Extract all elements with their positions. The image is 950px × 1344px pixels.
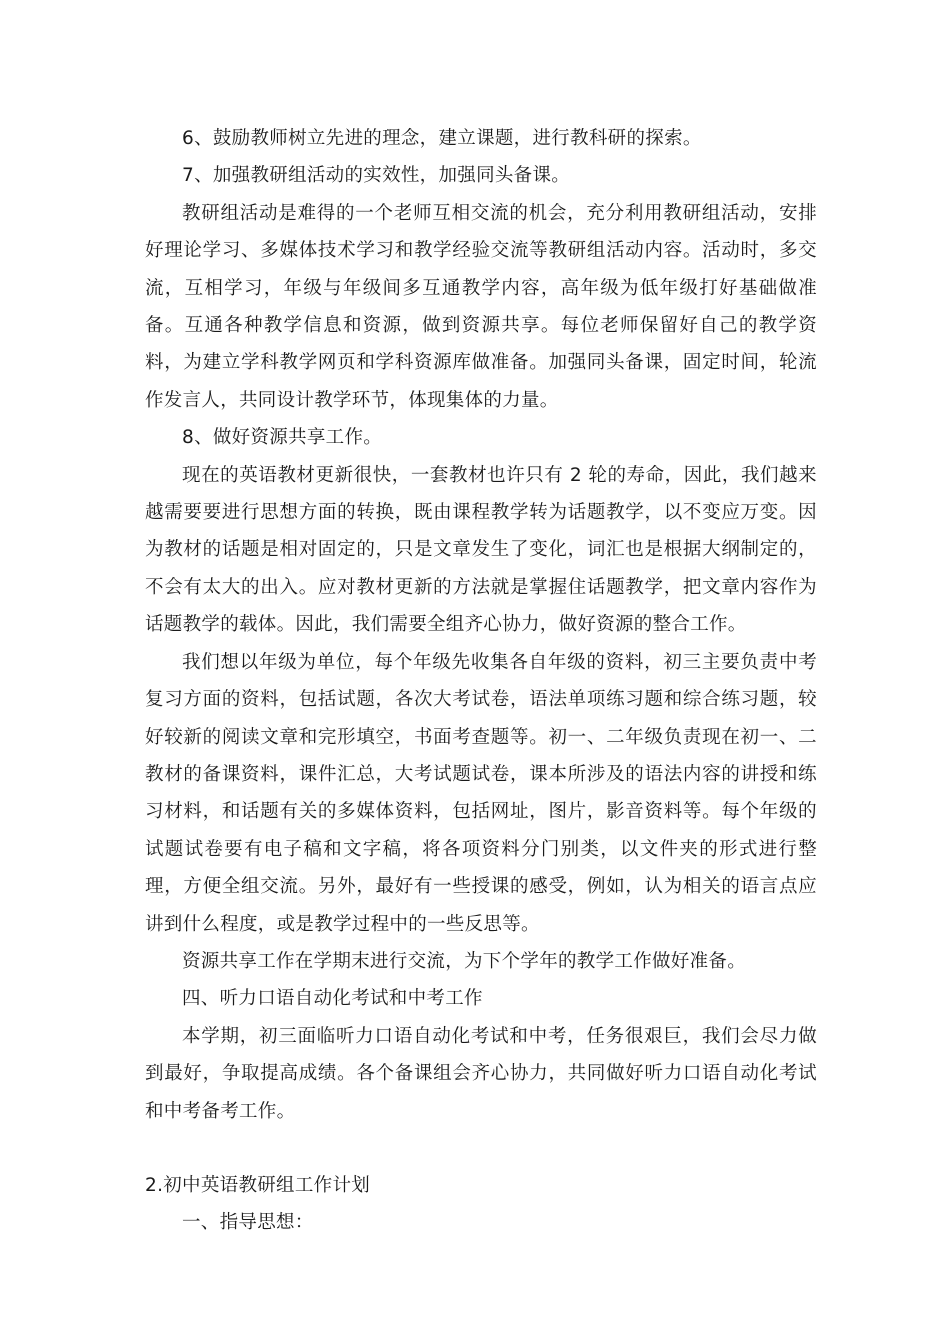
paragraph-grade-resources: 我们想以年级为单位，每个年级先收集各自年级的资料，初三主要负责中考复习方面的资料，包括试题，各次大考试卷，语法单项练习题和综合练习题，较好较新的阅读文章和完形填空，书面考查题等。初一、二年级负责现在初一、二教材的备课资料，课件汇总，大考试题试卷，课本所涉及的语法内容的讲授和练习材料，和话题有关的多媒体资料，包括网址，图片，影音资料等。每个年级的试题试卷要有电子稿和文字稿，将各项资料分门别类，以文件夹的形式进行整理，方便全组交流。另外，最好有一些授课的感受，例如，认为相关的语言点应讲到什么程度，或是教学过程中的一些反思等。 <box>145 651 817 935</box>
paragraph-grade-three-exams: 本学期，初三面临听力口语自动化考试和中考，任务很艰巨，我们会尽力做到最好，争取提高成绩。各个备课组会齐心协力，共同做好听力口语自动化考试和中考备考工作。 <box>145 1025 817 1122</box>
paragraph-textbook-updates: 现在的英语教材更新很快，一套教材也许只有 2 轮的寿命，因此，我们越来越需要要进行思想方面的转换，既由课程教学转为话题教学，以不变应万变。因为教材的话题是相对固定的，只是文章发生了变化，词汇也是根据大纲制定的，不会有太大的出入。应对教材更新的方法就是掌握住话题教学，把文章内容作为话题教学的载体。因此，我们需要全组齐心协力，做好资源的整合工作。 <box>145 464 817 636</box>
heading-listening-oral-exam: 四、听力口语自动化考试和中考工作 <box>182 988 483 1010</box>
paragraph-item-7: 7、加强教研组活动的实效性，加强同头备课。 <box>182 165 571 187</box>
section-title: 2.初中英语教研组工作计划 <box>145 1174 371 1196</box>
paragraph-item-6: 6、鼓励教师树立先进的理念，建立课题，进行教科研的探索。 <box>182 128 702 149</box>
section-spacer <box>145 1130 817 1167</box>
paragraph-item-8: 8、做好资源共享工作。 <box>182 427 383 449</box>
subheading-guiding-thought: 一、指导思想： <box>182 1212 314 1234</box>
document-page <box>145 120 817 1242</box>
paragraph-resource-sharing: 资源共享工作在学期末进行交流，为下个学年的教学工作做好准备。 <box>182 950 747 972</box>
paragraph-teaching-group-activities: 教研组活动是难得的一个老师互相交流的机会，充分利用教研组活动，安排好理论学习、多媒体技术学习和教学经验交流等教研组活动内容。活动时，多交流，互相学习，年级与年级间多互通教学内容，高年级为低年级打好基础做准备。互通各种教学信息和资源，做到资源共享。每位老师保留好自己的教学资料，为建立学科教学网页和学科资源库做准备。加强同头备课，固定时间，轮流作发言人，共同设计教学环节，体现集体的力量。 <box>145 202 817 411</box>
